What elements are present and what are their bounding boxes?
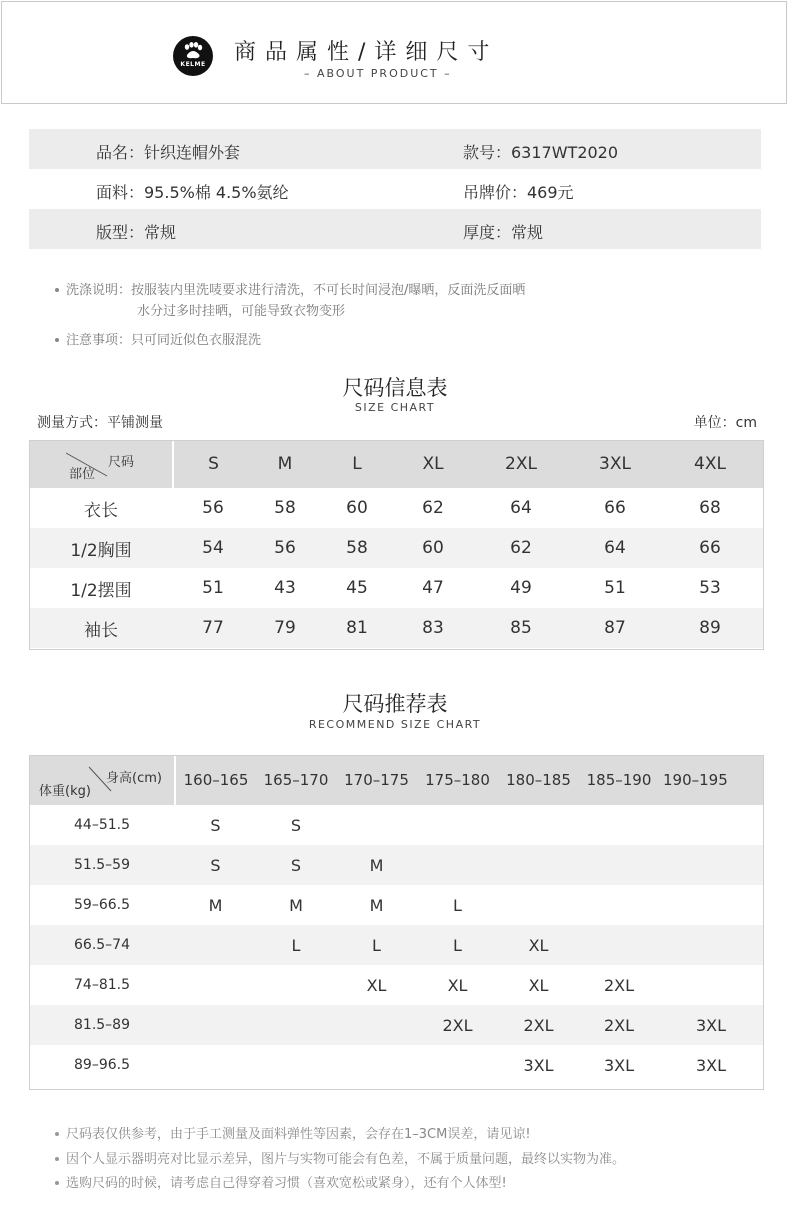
part-label: 袖长 <box>84 620 118 641</box>
table-cell: 81 <box>346 618 368 638</box>
table-cell: 49 <box>510 578 532 598</box>
bullet-icon <box>55 288 59 292</box>
caution-note: 注意事项：只可同近似色衣服混洗 <box>55 332 261 350</box>
footer-note: 选购尺码的时候，请考虑自己得穿着习惯（喜欢宽松或紧身），还有个人体型! <box>55 1172 507 1191</box>
table-cell: S <box>290 815 302 835</box>
wash-instructions: 洗涤说明：按服装内里洗唛要求进行清洗，不可长时间浸泡/曝晒，反面洗反面晒 <box>55 282 525 300</box>
part-label: 1/2胸围 <box>70 540 132 561</box>
table-cell: M <box>369 895 384 915</box>
weight-label: 89–96.5 <box>74 1057 130 1073</box>
bullet-icon <box>55 1157 59 1161</box>
table-cell: 45 <box>346 578 368 598</box>
corner-size-label: 尺码 <box>108 455 135 470</box>
recommend-chart-frame <box>29 755 764 1090</box>
size-header: 2XL <box>505 454 537 474</box>
wash-instructions-continued: 水分过多时挂晒，可能导致衣物变形 <box>137 304 346 319</box>
table-cell: 66 <box>699 538 721 558</box>
header-title: 商品属性/详细尺寸 <box>234 40 499 65</box>
table-cell: 64 <box>510 498 532 518</box>
table-cell: 3XL <box>523 1055 554 1075</box>
table-cell: 68 <box>699 498 721 518</box>
table-cell: 89 <box>699 618 721 638</box>
style-number: 款号：6317WT2020 <box>463 143 619 162</box>
height-header: 190–195 <box>663 771 728 789</box>
height-header: 165–170 <box>263 771 329 789</box>
table-cell: 79 <box>274 618 296 638</box>
weight-label: 74–81.5 <box>74 977 130 993</box>
table-cell: XL <box>447 975 468 995</box>
table-cell: 60 <box>346 498 368 518</box>
corner-height-label: 身高(cm) <box>106 771 162 786</box>
size-chart-subtitle: SIZE CHART <box>354 401 436 414</box>
table-cell: L <box>453 935 462 955</box>
brand-name: KELME <box>180 61 206 68</box>
bullet-icon <box>55 1132 59 1136</box>
table-cell: 83 <box>422 618 444 638</box>
header-subtitle: – ABOUT PRODUCT – <box>304 67 452 80</box>
page-header <box>1 1 787 104</box>
size-header: L <box>352 454 362 474</box>
height-header: 160–165 <box>183 771 249 789</box>
size-header: M <box>277 454 293 474</box>
table-cell: 51 <box>604 578 626 598</box>
corner-weight-label: 体重(kg) <box>39 784 91 799</box>
table-cell: S <box>210 855 221 875</box>
table-cell: 58 <box>346 538 368 558</box>
weight-label: 66.5–74 <box>74 937 130 953</box>
table-cell: 77 <box>202 618 224 638</box>
fit-type: 版型：常规 <box>96 223 177 242</box>
table-cell: L <box>453 895 462 915</box>
table-cell: XL <box>528 935 549 955</box>
fabric: 面料：95.5%棉 4.5%氨纶 <box>96 183 289 202</box>
table-cell: 62 <box>510 538 532 558</box>
recommend-chart-subtitle: RECOMMEND SIZE CHART <box>308 718 482 731</box>
info-row <box>29 169 761 209</box>
table-cell: S <box>210 815 221 835</box>
bullet-icon <box>55 1181 59 1185</box>
table-cell: 53 <box>699 578 721 598</box>
table-cell: 2XL <box>442 1015 473 1035</box>
table-cell: XL <box>528 975 549 995</box>
table-cell: XL <box>366 975 387 995</box>
height-header: 180–185 <box>506 771 571 789</box>
product-name: 品名：针织连帽外套 <box>96 143 241 162</box>
part-label: 1/2摆围 <box>70 580 132 601</box>
footer-note: 因个人显示器明亮对比显示差异，图片与实物可能会有色差，不属于质量问题，最终以实物为准。 <box>55 1148 625 1167</box>
table-cell: 62 <box>422 498 444 518</box>
info-row <box>29 129 761 169</box>
weight-label: 44–51.5 <box>74 817 130 833</box>
measure-method: 测量方式：平铺测量 <box>37 415 163 431</box>
table-cell: 87 <box>604 618 626 638</box>
product-info-table <box>29 129 761 249</box>
table-cell: 56 <box>202 498 224 518</box>
table-cell: 47 <box>422 578 444 598</box>
info-row <box>29 209 761 249</box>
table-cell: M <box>208 895 223 915</box>
corner-part-label: 部位 <box>69 467 96 482</box>
height-header: 185–190 <box>586 771 652 789</box>
recommend-chart-title: 尺码推荐表 <box>342 692 448 716</box>
weight-label: 59–66.5 <box>74 897 130 913</box>
table-cell: 43 <box>274 578 296 598</box>
unit-label: 单位：cm <box>693 415 757 431</box>
table-cell: 60 <box>422 538 444 558</box>
table-cell: 3XL <box>695 1055 727 1075</box>
table-cell: 85 <box>510 618 532 638</box>
thickness: 厚度：常规 <box>463 223 544 242</box>
height-header: 175–180 <box>425 771 490 789</box>
weight-label: 81.5–89 <box>74 1017 130 1033</box>
table-cell: 64 <box>604 538 626 558</box>
paw-icon <box>182 42 204 60</box>
brand-logo <box>173 36 213 76</box>
table-cell: 66 <box>604 498 626 518</box>
table-cell: 2XL <box>603 975 635 995</box>
table-cell: M <box>369 855 384 875</box>
tag-price: 吊牌价：469元 <box>463 183 574 202</box>
size-header: 3XL <box>599 454 631 474</box>
part-label: 衣长 <box>84 500 118 521</box>
size-header: S <box>208 454 219 474</box>
table-cell: 58 <box>274 498 296 518</box>
height-header: 170–175 <box>344 771 409 789</box>
table-cell: 54 <box>202 538 224 558</box>
table-cell: L <box>372 935 381 955</box>
weight-label: 51.5–59 <box>74 857 130 873</box>
table-cell: 51 <box>202 578 224 598</box>
table-cell: 3XL <box>695 1015 727 1035</box>
size-chart-frame <box>29 440 764 650</box>
size-header: XL <box>422 454 444 474</box>
bullet-icon <box>55 338 59 342</box>
table-cell: 2XL <box>603 1015 635 1035</box>
table-cell: L <box>291 935 301 955</box>
size-chart-title: 尺码信息表 <box>342 376 448 400</box>
size-header: 4XL <box>694 454 726 474</box>
table-cell: 3XL <box>603 1055 635 1075</box>
table-cell: 56 <box>274 538 296 558</box>
footer-note: 尺码表仅供参考，由于手工测量及面料弹性等因素，会存在1–3CM误差，请见谅! <box>55 1123 531 1142</box>
table-cell: M <box>289 895 303 915</box>
table-cell: 2XL <box>523 1015 554 1035</box>
table-cell: S <box>290 855 302 875</box>
